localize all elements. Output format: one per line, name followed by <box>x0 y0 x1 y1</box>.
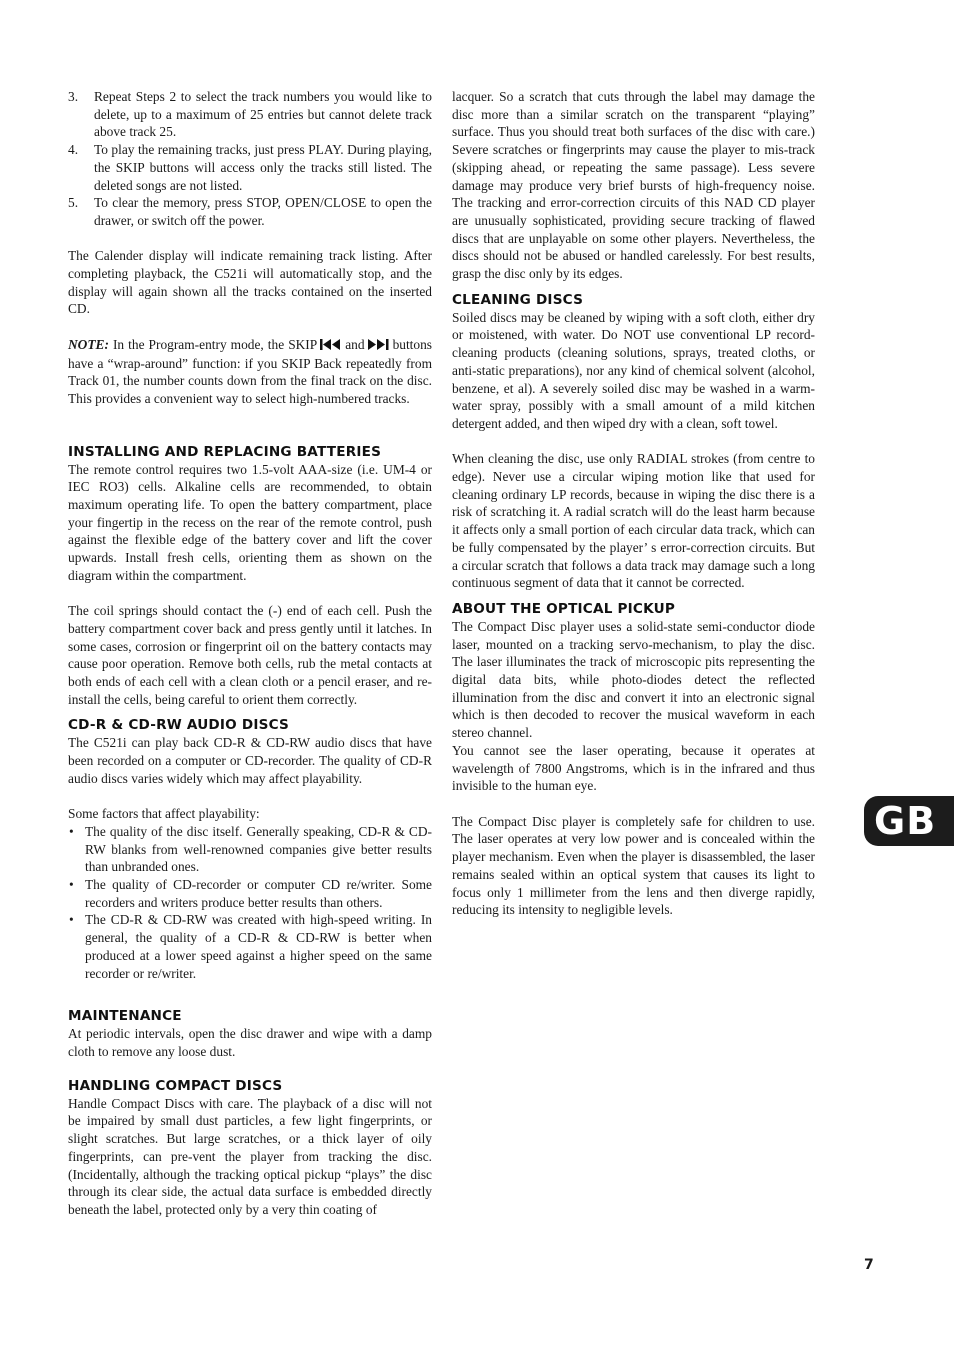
step-text: To clear the memory, press STOP, OPEN/CLOSE to open the drawer, or switch off the power. <box>94 195 432 228</box>
paragraph: Soiled discs may be cleaned by wiping with a soft cloth, either dry or moistened, with water. Do NOT use conventional LP record-cleaning products (cleaning solutions, sprays, treated cloths, or anti-static preparations), nor any kind of chemical solvent (alcohol, benzene, et al). A severely soiled disc may be washed in a warm-water spray, possibly with a small amount of a mild kitchen detergent added, and then wiped dry with a clean, soft towel. <box>452 309 815 431</box>
page-number: 7 <box>864 1257 874 1273</box>
paragraph: The Compact Disc player uses a solid-state semi-conductor diode laser, mounted on a tracking servo-mechanism, to play the disc. The laser illuminates the track of microscopic pits representing the digital data bits, while photo-diodes detect the reflected illumination from the disc and convert it into an electronic signal which is then decoded to recover the musical waveform in each stereo channel. <box>452 618 815 741</box>
step-text: To play the remaining tracks, just press PLAY. During playing, the SKIP buttons will access only the tracks still listed. The deleted songs are not listed. <box>94 142 432 193</box>
skip-forward-icon <box>368 337 390 355</box>
list-item: 4. To play the remaining tracks, just press PLAY. During playing, the SKIP buttons will access only the tracks still listed. The deleted songs are not listed. <box>68 142 432 193</box>
list-item: 5. To clear the memory, press STOP, OPEN/CLOSE to open the drawer, or switch off the power. <box>68 195 432 228</box>
paragraph: The C521i can play back CD-R & CD-RW audio discs that have been recorded on a computer or CD-recorder. The quality of CD-R audio discs varies widely which may affect playability. <box>68 735 432 786</box>
left-column <box>68 88 432 1219</box>
note-paragraph: NOTE: In the Program-entry mode, the SKIP and buttons have a “wrap-around” function: if you SKIP Back repeatedly from Track 01, the number counts down from the final track on the disc. This provides a convenient way to select high-numbered tracks. <box>68 336 432 406</box>
section-heading: HANDLING COMPACT DISCS <box>68 1077 283 1094</box>
paragraph: At periodic intervals, open the disc drawer and wipe with a damp cloth to remove any loose dust. <box>68 1026 432 1059</box>
paragraph: The remote control requires two 1.5-volt AAA-size (i.e. UM-4 or IEC RO3) cells. Alkaline cells are recommended, to obtain maximum operating life. To open the battery compartment, place your fingertip in the recess on the rear of the remote control, push against the flexible edge of the battery cover and lift the cover upwards. Install fresh cells, orienting them as shown on the diagram within the compartment. <box>68 461 432 583</box>
paragraph: lacquer. So a scratch that cuts through the label may damage the disc more than a similar scratch on the transparent “playing” surface. Thus you should treat both surfaces of the disc with care.) Severe scratches or fingerprints may cause the player to mis-track (skipping ahead, or repeating the same passage). Less severe damage may produce very brief bursts of high-frequency noise. The tracking and error-correction circuits of this NAD CD player are unusually sophisticated, providing secure tracking of flawed discs that are unplayable on some other players. Nevertheless, the discs should not be abused or handled carelessly. For best results, grasp the disc only by its edges. <box>452 89 815 282</box>
paragraph: The coil springs should contact the (-) end of each cell. Push the battery compartment cover back and press gently until it latches. In some cases, corrosion or fingerprint oil on the battery contacts may cause poor operation. Remove both cells, rub the metal contacts at both ends of each cell with a clean cloth or a pencil eraser, and re-install the cells, being careful to orient them correctly. <box>68 603 432 707</box>
list-item: 3. Repeat Steps 2 to select the track numbers you would like to delete, up to a maximum of 25 entries but cannot delete track above track 25. <box>68 89 432 140</box>
section-heading: INSTALLING AND REPLACING BATTERIES <box>68 443 382 460</box>
language-tab: GB <box>864 796 954 846</box>
section-heading: CD-R & CD-RW AUDIO DISCS <box>68 717 290 734</box>
paragraph: Handle Compact Discs with care. The playback of a disc will not be impaired by small dust particles, a few light fingerprints, or slight scratches. But large scratches, or a thick layer of oily fingerprints, can pre-vent the player from tracking the disc. (Incidentally, although the tracking optical pickup “plays” the disc through its clear side, the actual data surface is embedded directly beneath the label, protected only by a very thin coating of <box>68 1095 432 1217</box>
section-heading: MAINTENANCE <box>68 1008 182 1025</box>
paragraph: You cannot see the laser operating, because it operates at wavelength of 7800 Angstroms, which is in the infrared and thus invisible to the human eye. <box>452 742 815 794</box>
list-item: • The quality of CD-recorder or computer CD re/writer. Some recorders and writers produce better results than others. <box>69 877 432 910</box>
list-item: • The quality of the disc itself. Generally speaking, CD-R & CD-RW blanks from well-renowned companies give better results than unbranded ones. <box>69 823 432 875</box>
calender-paragraph: The Calender display will indicate remaining track listing. After completing playback, the C521i will automatically stop, and the display will again shown all the tracks contained on the inserted CD. <box>68 248 432 317</box>
paragraph: The Compact Disc player is completely safe for children to use. The laser operates at very low power and is concealed within the player mechanism. Even when the player is disassembled, the laser remains sealed within an optical system that causes its light to focus only 1 millimeter from the lens and then diverge rapidly, reducing its intensity to negligible levels. <box>452 813 815 918</box>
right-column <box>452 88 815 919</box>
note-label: NOTE: <box>68 336 109 352</box>
paragraph: Some factors that affect playability: <box>68 806 260 822</box>
list-item: • The CD-R & CD-RW was created with high-speed writing. In general, the quality of a CD-R & CD-RW is better when produced at a lower speed against a higher speed on the same recorder or re/writer. <box>69 912 432 981</box>
section-heading: CLEANING DISCS <box>452 291 584 308</box>
skip-back-icon <box>320 337 342 355</box>
steps-list <box>68 88 432 230</box>
step-text: Repeat Steps 2 to select the track numbers you would like to delete, up to a maximum of 25 entries but cannot delete track above track 25. <box>94 89 432 140</box>
paragraph: When cleaning the disc, use only RADIAL strokes (from centre to edge). Never use a circular wiping motion like that used for cleaning ordinary LP records, because in wiping the disc there is a risk of scratching it. A radial scratch will do the least harm because it affects only a small portion of each circular data track, which can be fully compensated by the player’ s error-correction circuits. But a circular scratch that follows a data track may damage such a long continuous segment of data that it cannot be corrected. <box>452 451 815 591</box>
section-heading: ABOUT THE OPTICAL PICKUP <box>452 600 675 617</box>
factors-list <box>68 823 432 982</box>
